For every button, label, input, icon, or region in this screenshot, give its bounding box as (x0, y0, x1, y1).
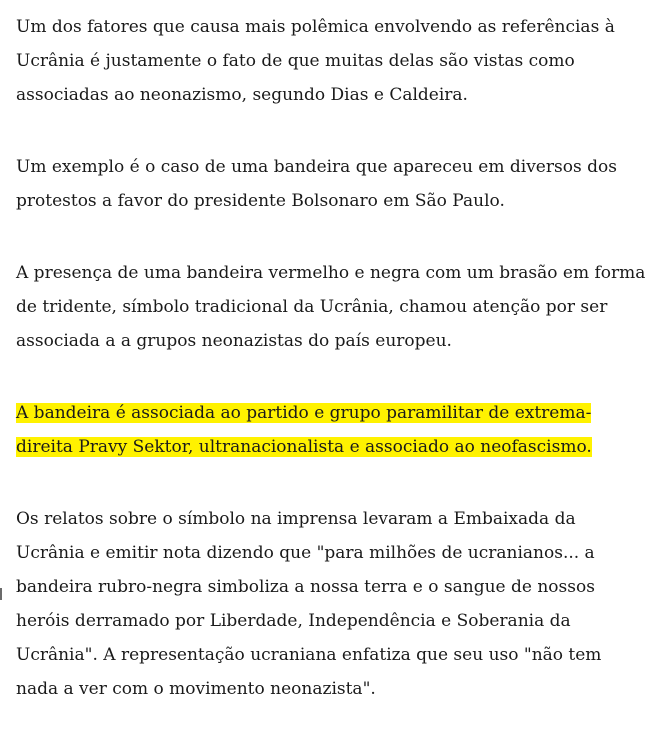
paragraph-1: Um dos fatores que causa mais polêmica envolvendo as referências à Ucrânia é justamente o fato de que muitas delas são vistas como associadas ao neonazismo, segundo Dias e Caldeira. (16, 17, 615, 105)
article-body (16, 10, 646, 744)
paragraph-2: Um exemplo é o caso de uma bandeira que apareceu em diversos dos protestos a favor do presidente Bolsonaro em São Paulo. (16, 157, 617, 211)
highlighted-paragraph[interactable] (16, 396, 646, 464)
left-edge-marker (0, 588, 2, 600)
paragraph-5: Os relatos sobre o símbolo na imprensa levaram a Embaixada da Ucrânia e emitir nota dizendo que "para milhões de ucranianos... a bandeira rubro-negra simboliza a nossa terra e o sangue de nossos heróis derramado por Liberdade, Independência e Soberania da Ucrânia". A representação ucraniana enfatiza que seu uso "não tem nada a ver com o movimento neonazista". (16, 509, 602, 699)
paragraph-3: A presença de uma bandeira vermelho e negra com um brasão em forma de tridente, símbolo tradicional da Ucrânia, chamou atenção por ser associada a a grupos neonazistas do país europeu. (16, 263, 646, 351)
highlighted-text[interactable]: A bandeira é associada ao partido e grupo paramilitar de extrema-direita Pravy Sektor, ultranacionalista e associado ao neofascismo. (16, 403, 592, 457)
